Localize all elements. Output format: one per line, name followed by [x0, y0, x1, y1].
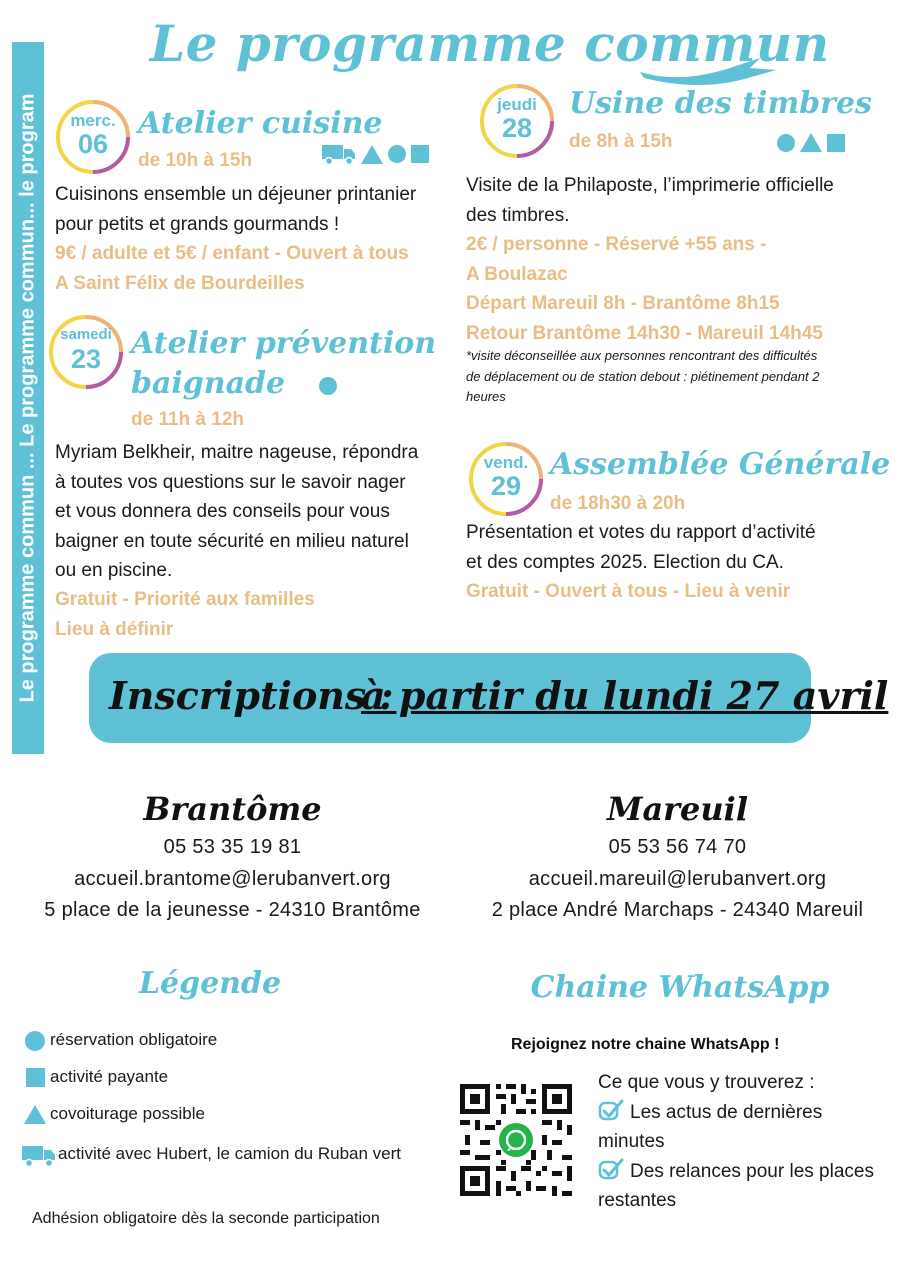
date-badge-prevention [48, 314, 124, 390]
inscriptions-label: Inscriptions : [109, 673, 394, 718]
legend-label: activité avec Hubert, le camion du Ruban vert [58, 1144, 402, 1163]
city-name: Mareuil [607, 790, 748, 828]
address: 2 place André Marchaps - 24340 Mareuil [491, 899, 864, 921]
event-desc-timbres [466, 171, 886, 230]
event-desc-ag [466, 518, 886, 577]
legend-item-reservation [20, 1030, 217, 1051]
email-link[interactable]: accueil.mareuil@lerubanvert.org [528, 867, 827, 890]
badge-day: 28 [501, 113, 533, 143]
inscriptions-value: à partir du lundi 27 avril [361, 673, 889, 718]
event-time-cuisine: de 10h à 15h [138, 150, 253, 171]
title-line: Atelier prévention [131, 326, 437, 361]
list-item [598, 1098, 878, 1157]
event-note-timbres [466, 346, 886, 408]
desc-line: Myriam Belkheir, maitre nageuse, répondra [55, 442, 419, 463]
contact-lines [15, 832, 450, 927]
side-band [12, 42, 44, 754]
badge-dow: vend. [483, 453, 529, 472]
whatsapp-intro: Ce que vous y trouverez : [598, 1072, 815, 1093]
phone: 05 53 35 19 81 [163, 836, 302, 858]
square-icon [827, 134, 845, 152]
address: 5 place de la jeunesse - 24310 Brantôme [44, 899, 421, 921]
desc-line: et des comptes 2025. Election du CA. [466, 551, 784, 573]
event-icons-cuisine [322, 143, 429, 165]
square-icon [411, 145, 429, 163]
page-title: Le programme commun [150, 14, 830, 73]
desc-line: pour petits et grands gourmands ! [55, 213, 340, 235]
info-line: Gratuit - Priorité aux familles [55, 589, 315, 610]
badge-day: 23 [70, 344, 102, 374]
square-icon [26, 1068, 45, 1087]
contact-mareuil [460, 790, 895, 927]
info-line: 2€ / personne - Réservé +55 ans - [466, 234, 767, 255]
circle-icon [388, 145, 406, 163]
event-icons-prevention [319, 377, 337, 395]
triangle-icon [800, 133, 822, 152]
circle-icon [319, 377, 337, 395]
badge-dow: jeudi [497, 95, 537, 114]
date-badge-timbres [479, 83, 555, 159]
phone: 05 53 56 74 70 [608, 836, 747, 858]
badge-dow: samedi [60, 326, 112, 343]
contact-brantome [15, 790, 450, 927]
legend-title: Légende [138, 966, 282, 1001]
contact-lines [460, 832, 895, 927]
event-desc-cuisine [55, 180, 455, 239]
legend-footer: Adhésion obligatoire dès la seconde participation [32, 1210, 380, 1227]
desc-line: Visite de la Philaposte, l’imprimerie officielle [466, 175, 834, 196]
list-item [598, 1157, 878, 1216]
desc-line: et vous donnera des conseils pour vous [55, 501, 390, 522]
date-badge-cuisine [55, 99, 131, 175]
date-badge-ag [468, 441, 544, 517]
legend-item-payante [20, 1067, 168, 1087]
email-link[interactable]: accueil.brantome@lerubanvert.org [74, 867, 391, 890]
note-line: *visite déconseillée aux personnes rencontrant des difficultés [466, 348, 818, 363]
city-name: Brantôme [143, 790, 322, 828]
desc-line: à toutes vos questions sur le savoir nager [55, 471, 406, 493]
event-info-prevention [55, 585, 455, 644]
circle-icon [25, 1031, 45, 1051]
event-time-ag: de 18h30 à 20h [550, 493, 686, 514]
check-icon [598, 1158, 624, 1180]
desc-line: Cuisinons ensemble un déjeuner printanier [55, 184, 417, 205]
event-time-timbres: de 8h à 15h [569, 131, 673, 152]
inscriptions-banner [89, 653, 889, 743]
legend-item-camion [20, 1141, 420, 1168]
info-line: A Boulazac [466, 263, 568, 285]
truck-icon [322, 143, 356, 165]
note-line: heures [466, 389, 506, 404]
event-info-timbres [466, 230, 886, 348]
event-time-prevention: de 11h à 12h [131, 409, 245, 430]
event-title-cuisine: Atelier cuisine [138, 106, 383, 141]
whatsapp-list [598, 1068, 878, 1216]
event-title-ag: Assemblée Générale [550, 447, 891, 482]
check-icon [598, 1099, 624, 1121]
legend-label: réservation obligatoire [50, 1030, 218, 1049]
info-line: A Saint Félix de Bourdeilles [55, 272, 305, 294]
triangle-icon [24, 1105, 46, 1124]
list-item-text: Des relances pour les places restantes [598, 1160, 874, 1211]
side-band-text: Le programme commun ... Le programme commun... le program [16, 93, 39, 703]
info-line: Départ Mareuil 8h - Brantôme 8h15 [466, 293, 780, 314]
info-line: Lieu à définir [55, 618, 174, 640]
title-line: baignade [131, 366, 286, 401]
legend-label: covoiturage possible [50, 1104, 205, 1123]
info-line: Gratuit - Ouvert à tous - Lieu à venir [466, 581, 791, 602]
badge-day: 29 [490, 471, 522, 501]
badge-day: 06 [77, 129, 109, 159]
whatsapp-title: Chaine WhatsApp [530, 970, 830, 1005]
event-desc-prevention [55, 438, 455, 586]
desc-line: ou en piscine. [55, 560, 173, 581]
desc-line: des timbres. [466, 204, 570, 226]
note-line: de déplacement ou de station debout : piétinement pendant 2 [466, 368, 820, 384]
whatsapp-join: Rejoignez notre chaine WhatsApp ! [511, 1036, 780, 1053]
legend-item-covoiturage [20, 1104, 205, 1124]
qr-code-icon[interactable] [460, 1084, 572, 1196]
event-icons-timbres [777, 133, 845, 152]
event-info-cuisine [55, 239, 455, 298]
triangle-icon [361, 145, 383, 164]
event-info-ag [466, 577, 886, 607]
event-title-timbres: Usine des timbres [569, 86, 872, 121]
badge-dow: merc. [70, 111, 116, 130]
info-line: Retour Brantôme 14h30 - Mareuil 14h45 [466, 322, 823, 344]
ribbon-decoration [640, 50, 780, 90]
event-title-prevention [131, 324, 436, 404]
desc-line: Présentation et votes du rapport d’activité [466, 522, 816, 543]
info-line: 9€ / adulte et 5€ / enfant - Ouvert à tous [55, 243, 409, 264]
list-item-text: Les actus de dernières minutes [598, 1101, 823, 1152]
truck-icon [22, 1144, 56, 1168]
desc-line: baigner en toute sécurité en milieu naturel [55, 530, 409, 552]
legend-label: activité payante [50, 1067, 169, 1086]
circle-icon [777, 134, 795, 152]
